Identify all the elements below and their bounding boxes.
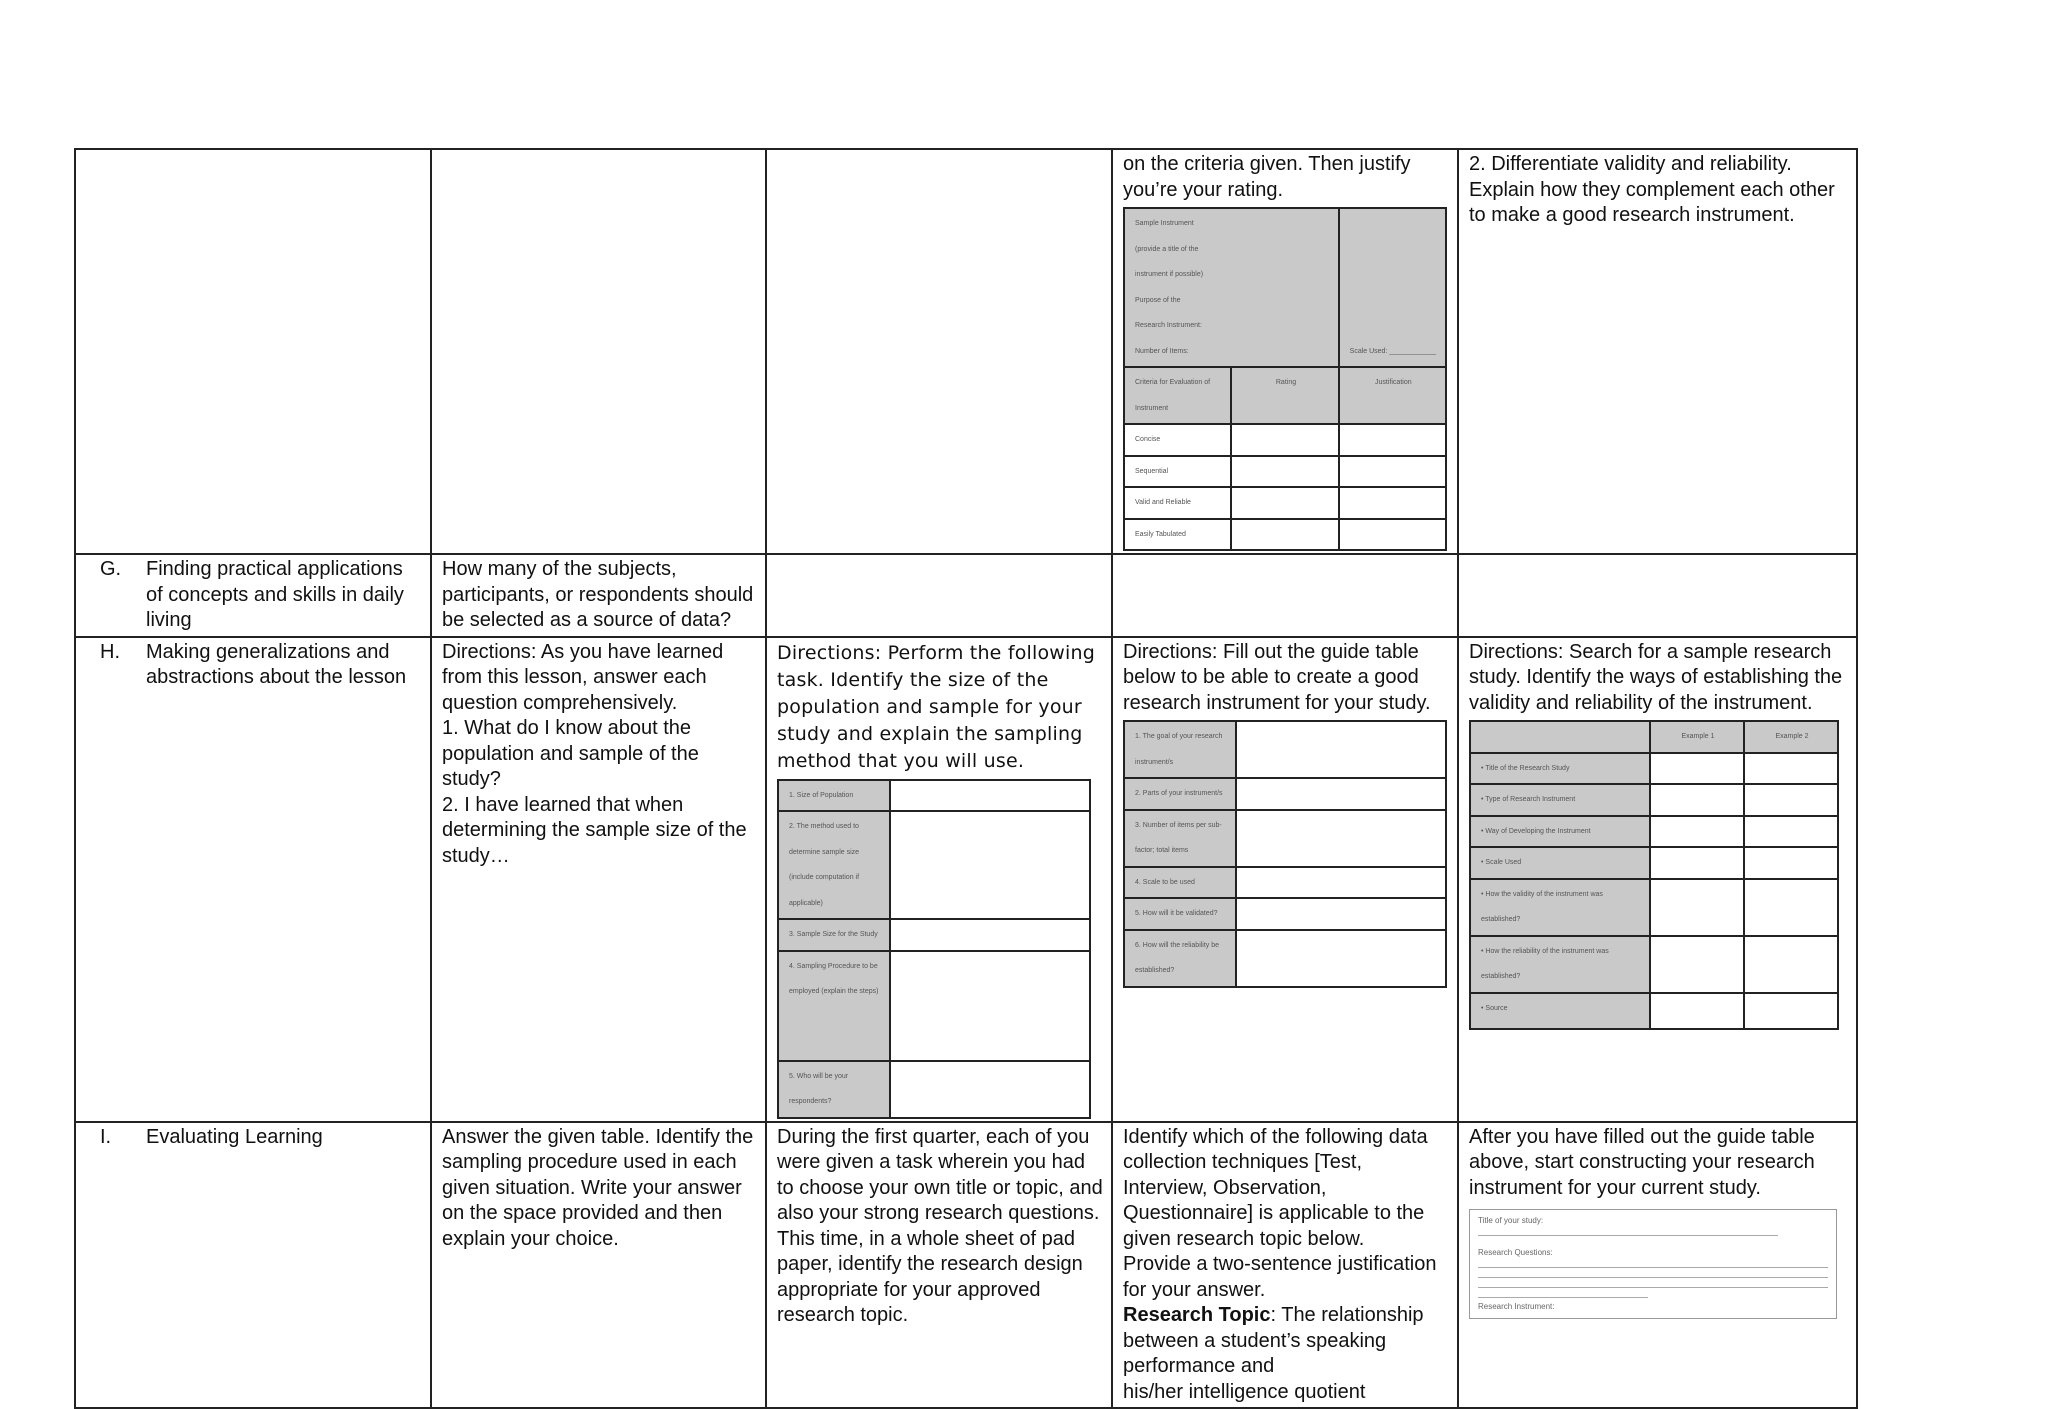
validity-form-image: Example 1 Example 2 • Title of the Research Study • Type of Research Instrument • Way of Developing the Instrument • Scale Used • How the validity of the instrument was established? • How the reliability of the instrument was established? • Source [1469,720,1839,1030]
table-cell [766,554,1112,637]
cell-text: Directions: Fill out the guide table below to be able to create a good research instrument for your study. [1123,640,1431,714]
cell-text: 2. Differentiate validity and reliability. Explain how they complement each other to make a good research instrument. [1469,153,1835,226]
table-cell [1458,554,1857,637]
table-cell [766,637,1112,1122]
row-label-cell [75,149,431,554]
table-cell [1458,1122,1857,1409]
table-cell [1458,149,1857,554]
table-cell: How many of the subjects, participants, or respondents should be selected as a source of data? [431,554,766,637]
table-row [75,149,1857,554]
table-row [75,637,1857,1122]
sample-size-form-image: 1. Size of Population 2. The method used to determine sample size (include computation if applicable) 3. Sample Size for the Study 4. Sampling Procedure to be employed (explain the steps) 5. Who will be your respondents? [777,779,1091,1119]
cell-text: on the criteria given. Then justify you’re your rating. [1123,153,1411,201]
row-letter: G. [100,558,122,580]
table-cell: During the first quarter, each of you were given a task wherein you had to choose your own title or topic, and also your strong research questions. This time, in a whole sheet of pad paper, identify the research design appropriate for your approved research topic. [766,1122,1112,1409]
table-cell: Identify which of the following data collection techniques [Test, Interview, Observation, Questionnaire] is applicable to the given research topic below. Provide a two-sentence justification for your answer. Research Topic: The relationship between a student’s speaking performance and his/her intelligence quotient [1112,1122,1458,1409]
cell-text: Directions: Search for a sample research study. Identify the ways of establishing the validity and reliability of the instrument. [1469,640,1843,714]
row-label: Making generalizations and abstractions about the lesson [146,640,407,688]
table-cell: Answer the given table. Identify the sampling procedure used in each given situation. Write your answer on the space provided and then explain your choice. [431,1122,766,1409]
table-cell [1112,554,1458,637]
guide-table-image: 1. The goal of your research instrument/s 2. Parts of your instrument/s 3. Number of items per sub-factor; total items 4. Scale to be used 5. How will it be validated? 6. How will the reliability be established? [1123,720,1447,988]
rating-form-image: Sample Instrument (provide a title of the instrument if possible) Purpose of the Research Instrument: Number of Items: Scale Used: ____________ Criteria for Evaluation of Instrument Rating Justification Concise Sequential Valid and Reliable Easily Tabulated [1123,207,1447,551]
row-label-cell [75,1122,431,1409]
table-cell [431,149,766,554]
table-cell [1458,637,1857,1122]
cell-text: Directions: Perform the following task. Identify the size of the population and sample for your study and explain the sampling method that you will use. [777,641,1096,772]
cell-text: After you have filled out the guide table above, start constructing your research instrument for your current study. [1469,1125,1815,1199]
row-letter: I. [100,1125,112,1148]
table-cell [766,149,1112,554]
table-row [75,554,1857,637]
row-label: Evaluating Learning [146,1125,323,1148]
table-cell [1112,149,1458,554]
instrument-sheet-image: Title of your study: Research Questions: Research Instrument: [1469,1209,1837,1319]
row-letter: H. [100,640,120,663]
lesson-plan-table [74,148,1858,1409]
table-cell: Directions: As you have learned from this lesson, answer each question comprehensively. 1. What do I know about the population and sample of the study? 2. I have learned that when determining the sample size of the study… [431,637,766,1122]
row-label-cell [75,554,431,637]
table-cell [1112,637,1458,1122]
row-label: Finding practical applications of concepts and skills in daily living [146,558,404,631]
row-label-cell [75,637,431,1122]
table-row [75,1122,1857,1409]
